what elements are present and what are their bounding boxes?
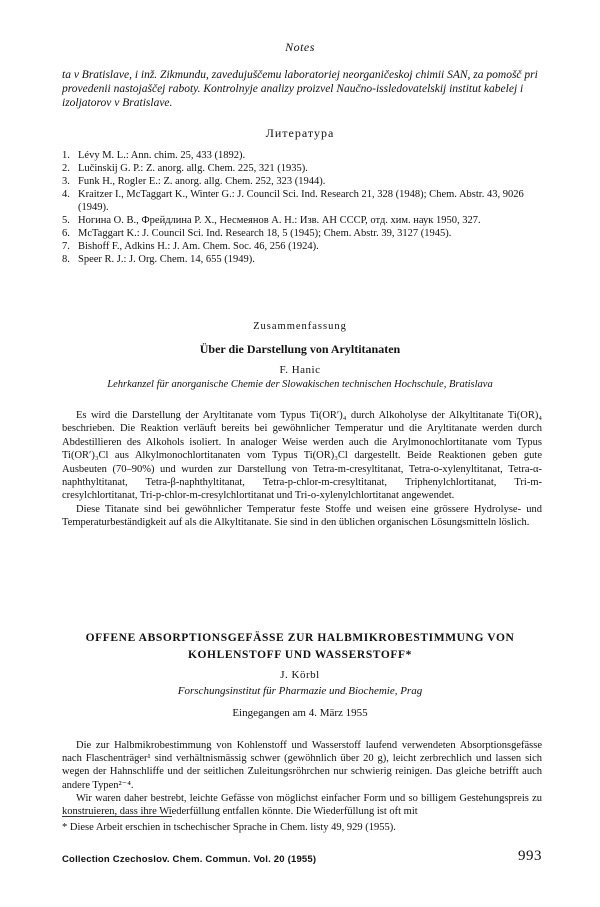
article-title <box>0 630 600 664</box>
reference-list <box>62 149 542 266</box>
reference-number: 5. <box>62 215 70 226</box>
reference-number: 1. <box>62 150 70 161</box>
summary-affiliation: Lehrkanzel für anorganische Chemie der Slowakischen technischen Hochschule, Bratislava <box>107 379 493 390</box>
reference-number: 6. <box>62 228 70 239</box>
reference-text: McTaggart K.: J. Council Sci. Ind. Research 18, 5 (1945); Chem. Abstr. 39, 3127 (1945). <box>78 228 452 239</box>
article-paragraph: Wir waren daher bestrebt, leichte Gefässe von möglichst einfacher Form und so billigem Gestehungspreis zu konstruieren, dass ihre Wiederfüllung entfallen könnte. Die Wiederfüllung ist oft mit <box>62 792 542 818</box>
reference-text: Bishoff F., Adkins H.: J. Am. Chem. Soc. 46, 256 (1924). <box>78 241 319 252</box>
article-author: J. Körbl <box>280 669 320 681</box>
reference-text: Speer R. J.: J. Org. Chem. 14, 655 (1949). <box>78 254 255 265</box>
article-paragraph: Die zur Halbmikrobestimmung von Kohlenstoff und Wasserstoff laufend verwendeten Absorptionsgefässe nach Flaschenträger¹ sind verhältnismässig schwer (gewöhnlich über 20 g), leicht zerbrechlich und lassen sich wegen der Hahnschliffe und der seitlichen Zuleitungsröhrchen nur schwierig reinigen. Das gleiche betrifft auch andere Typen²⁻⁴. <box>62 740 542 791</box>
reference-item <box>62 253 542 266</box>
summary-title: Über die Darstellung von Aryltitanaten <box>199 342 401 356</box>
summary-author: F. Hanic <box>279 364 321 376</box>
reference-text: Lévy M. L.: Ann. chim. 25, 433 (1892). <box>78 150 246 161</box>
article-title-line: KOHLENSTOFF UND WASSERSTOFF* <box>187 649 413 661</box>
running-head: Notes <box>285 40 315 54</box>
reference-number: 2. <box>62 163 70 174</box>
received-date: Eingegangen am 4. März 1955 <box>232 707 368 719</box>
reference-number: 8. <box>62 254 70 265</box>
footnote-rule <box>62 816 172 817</box>
article-affiliation: Forschungsinstitut für Pharmazie und Biochemie, Prag <box>177 685 423 697</box>
journal-citation: Collection Czechoslov. Chem. Commun. Vol. 20 (1955) <box>62 854 317 865</box>
summary-heading: Zusammenfassung <box>253 321 347 332</box>
reference-number: 7. <box>62 241 70 252</box>
reference-item <box>62 175 542 188</box>
summary-paragraph: Es wird die Darstellung der Aryltitanate vom Typus Ti(OR′)₄ durch Alkoholyse der Alkyltitanate Ti(OR)₄ beschrieben. Die Reaktion verläuft bereits bei gewöhnlicher Temperatur und die Aryltitanate werden durch Abdestillieren des Alkohols isoliert. In analoger Weise werden auch die Arylmonochlortitanate vom Typus Ti(OR′)₃Cl aus Alkylmonochlortitanaten vom Typus Ti(OR)₃Cl dargestellt. Beide Reaktionen geben gute Ausbeuten (70–90%) und wurden zur Darstellung von Tetra-m-cresyltitanat, Tetra-o-xylenyltitanat, Tetra-α-naphthyltitanat, Tetra-β-naphthyltitanat, Tetra-p-chlor-m-cresyltitanat, Triphenylchlortitanat, Tri-m-cresylchlortitanat, Tri-p-chlor-m-cresylchlortitanat und Tri-o-xylenylchlortitanat angewendet. <box>62 410 542 502</box>
article-title-line: OFFENE ABSORPTIONSGEFÄSSE ZUR HALBMIKROBESTIMMUNG VON <box>85 632 515 644</box>
literature-heading: Литература <box>265 126 335 140</box>
reference-item <box>62 227 542 240</box>
reference-text: Kraitzer I., McTaggart K., Winter G.: J. Council Sci. Ind. Research 21, 328 (1948); Chem. Abstr. 43, 9026 (1949). <box>78 189 524 213</box>
reference-item <box>62 188 542 214</box>
reference-item <box>62 162 542 175</box>
summary-paragraph: Diese Titanate sind bei gewöhnlicher Temperatur feste Stoffe und weisen eine grössere Hydrolyse- und Temperaturbeständigkeit auf als die Alkyltitanate. Sie sind in den üblichen organischen Lösungsmitteln löslich. <box>62 503 542 529</box>
reference-item <box>62 240 542 253</box>
reference-item <box>62 214 542 227</box>
reference-item <box>62 149 542 162</box>
footnote: * Diese Arbeit erschien in tschechischer Sprache in Chem. listy 49, 929 (1955). <box>62 822 396 833</box>
reference-text: Lučinskij G. P.: Z. anorg. allg. Chem. 225, 321 (1935). <box>78 163 308 174</box>
reference-number: 4. <box>62 189 70 200</box>
intro-paragraph: ta v Bratislave, i inž. Zikmundu, zavedujuščemu laboratoriej neorganičeskoj chimii SAN, za pomošč pri provedenii nastojaščej raboty. Kontrolnyje analizy proizvel Naučno-issledovatelskij institut kabelej i izoljatorov v Bratislave. <box>62 69 538 109</box>
summary-body <box>62 409 542 530</box>
reference-text: Ногина О. В., Фрейдлина Р. Х., Несмеянов А. Н.: Изв. АН СССР, отд. хим. наук 1950, 327. <box>78 215 481 226</box>
reference-text: Funk H., Rogler E.: Z. anorg. allg. Chem. 252, 323 (1944). <box>78 176 326 187</box>
article-body <box>62 739 542 818</box>
page-number: 993 <box>518 848 542 864</box>
reference-number: 3. <box>62 176 70 187</box>
